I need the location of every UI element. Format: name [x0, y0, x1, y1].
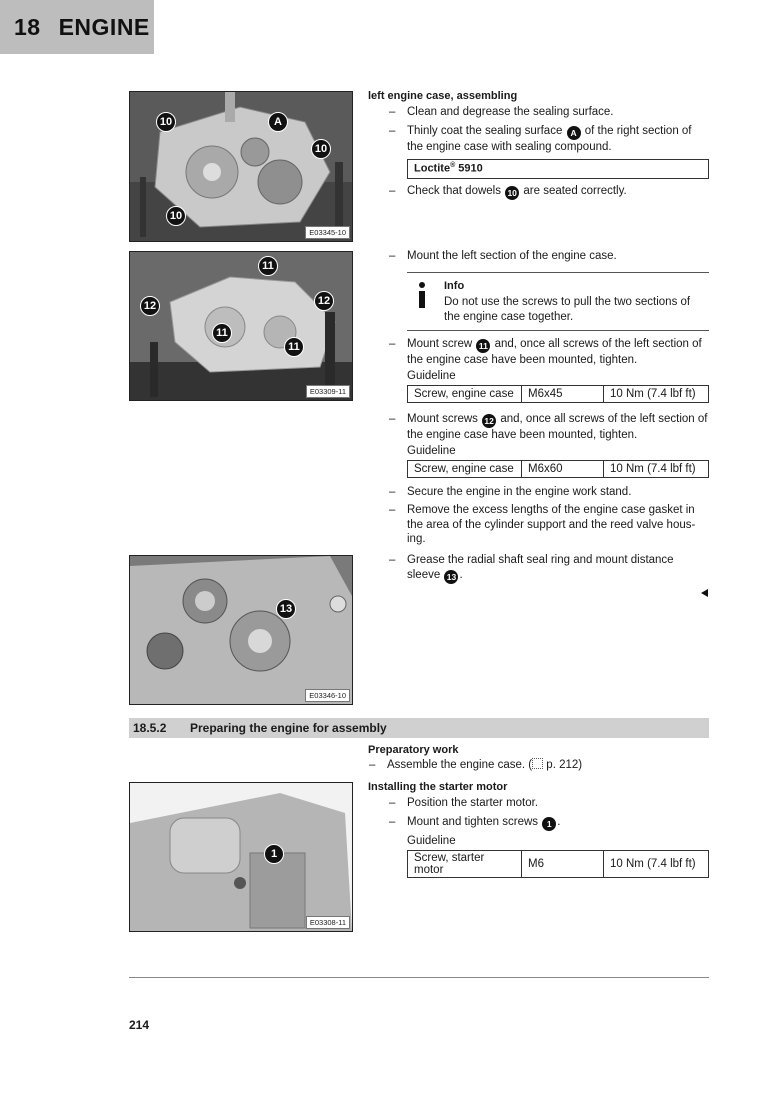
ref-callout: 13 — [444, 570, 458, 584]
ref-callout: 10 — [505, 186, 519, 200]
chapter-header — [0, 0, 154, 54]
ref-callout: 11 — [476, 339, 490, 353]
info-icon — [410, 282, 434, 310]
figure-starter-motor — [129, 782, 353, 932]
callout-12: 12 — [314, 291, 334, 311]
ref-callout: A — [567, 126, 581, 140]
step-dowels: – Check that dowels 10 are seated correctly. — [407, 184, 707, 200]
step-secure-engine: – Secure the engine in the engine work stand. — [389, 486, 632, 498]
section-number: 18.5.2 — [133, 721, 167, 735]
starter-heading: Installing the starter motor — [368, 781, 508, 793]
figure-label: E03309-11 — [306, 385, 350, 398]
chapter-title: ENGINE — [58, 13, 150, 40]
page-number: 214 — [129, 1018, 150, 1032]
info-text: Do not use the screws to pull the two sections of the engine case together. — [444, 296, 691, 323]
callout-12: 12 — [140, 296, 160, 316]
figure-label: E03346-10 — [305, 689, 350, 702]
callout-11: 11 — [258, 256, 278, 276]
engine-photo-3 — [130, 556, 352, 704]
step-clean: – Clean and degrease the sealing surface. — [389, 106, 614, 118]
section-title: Preparing the engine for assembly — [190, 721, 387, 735]
spec-table-1: Screw, engine case M6x45 10 Nm (7.4 lbf ft) — [407, 385, 709, 403]
end-marker-icon — [701, 589, 708, 597]
step-remove-gasket: – Remove the excess lengths of the engine case gasket in the area of the cylinder support and the reed valve hous-ing. — [389, 504, 696, 545]
section-heading: left engine case, assembling — [368, 90, 518, 102]
callout-10: 10 — [156, 112, 176, 132]
ref-callout: 12 — [482, 414, 496, 428]
info-title: Info — [444, 280, 465, 292]
page-ref-icon — [532, 758, 543, 769]
engine-photo-4 — [130, 783, 352, 931]
figure-label: E03308-11 — [306, 916, 350, 929]
footer-rule — [129, 977, 709, 978]
chapter-number: 18 — [14, 13, 41, 40]
step-mount-left: – Mount the left section of the engine case. — [389, 250, 617, 262]
step-position-starter: – Position the starter motor. — [389, 797, 539, 809]
callout-13: 13 — [276, 599, 296, 619]
info-rule-bottom — [407, 330, 709, 331]
ref-callout: 1 — [542, 817, 556, 831]
guideline-label: Guideline — [407, 445, 456, 457]
prep-heading: Preparatory work — [368, 744, 459, 756]
figure-engine-case-right — [129, 91, 353, 242]
callout-11: 11 — [284, 337, 304, 357]
step-tighten-screws: – Mount and tighten screws 1 . — [407, 815, 707, 831]
step-mount-screw-11: – Mount screw 11 and, once all screws of the left section of the engine case have been mounted, tighten. — [389, 338, 702, 367]
callout-10: 10 — [311, 139, 331, 159]
figure-engine-case-left — [129, 251, 353, 401]
guideline-label: Guideline — [407, 835, 456, 847]
callout-11: 11 — [212, 323, 232, 343]
step-coat: – Thinly coat the sealing surface A of the right section of the engine case with sealing compound. — [389, 125, 692, 154]
callout-1: 1 — [264, 844, 284, 864]
figure-distance-sleeve — [129, 555, 353, 705]
prep-step: – Assemble the engine case. ( p. 212) — [369, 759, 583, 771]
callout-A: A — [268, 112, 288, 132]
spec-table-3: Screw, starter motor M6 10 Nm (7.4 lbf ft) — [407, 850, 709, 878]
engine-photo-2 — [130, 252, 352, 400]
info-rule-top — [407, 272, 709, 273]
loctite-box: Loctite® 5910 — [407, 159, 709, 179]
callout-10: 10 — [166, 206, 186, 226]
step-mount-screws-12: – Mount screws 12 and, once all screws of the left section of the engine case have been mounted, tighten. — [389, 413, 708, 442]
guideline-label: Guideline — [407, 370, 456, 382]
figure-label: E03345-10 — [305, 226, 350, 239]
spec-table-2: Screw, engine case M6x60 10 Nm (7.4 lbf ft) — [407, 460, 709, 478]
section-title-bar — [129, 718, 709, 738]
step-grease-seal: – Grease the radial shaft seal ring and mount distance sleeve 13 . — [407, 553, 697, 584]
